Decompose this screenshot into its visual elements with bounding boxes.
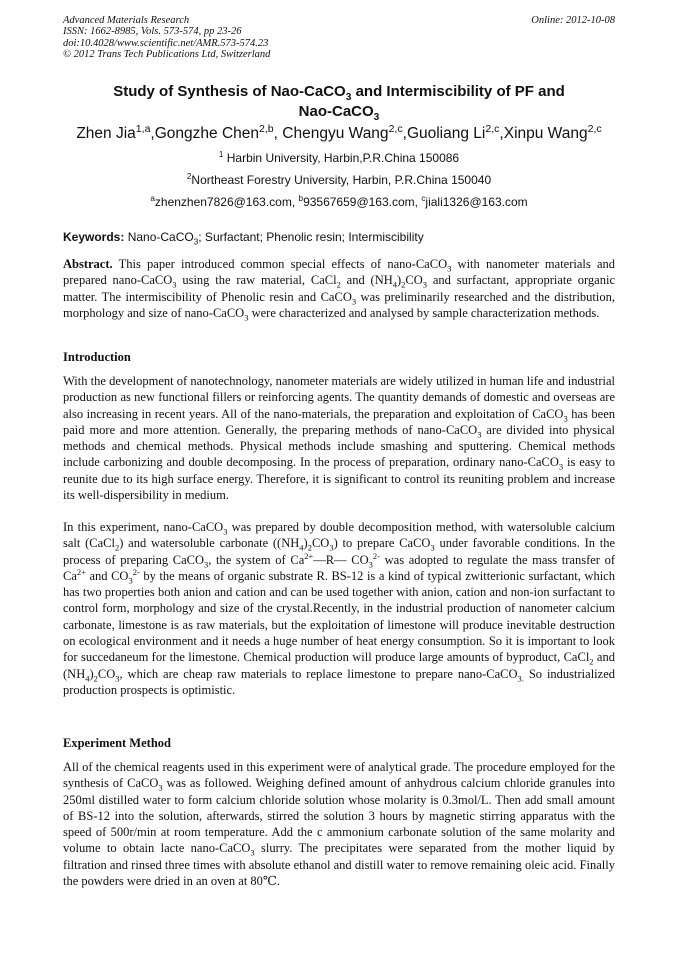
author-emails: $^a$zhenzhen7826@163.com, $^b$93567659@163.com, $^c$jiali1326@163.com <box>150 194 528 209</box>
keywords-label: Keywords: <box>63 230 125 244</box>
section-heading-experiment-method: Experiment Method <box>63 736 171 750</box>
author-list: Zhen Jia$^{1,a}$,Gongzhe Chen$^{2,b}$, Chengyu Wang$^{2,c}$,Guoliang Li$^{2,c}$,Xinpu Wang$^{2,c}$ <box>76 122 602 142</box>
email-link[interactable]: zhenzhen7826@163.com, <box>154 195 299 209</box>
copyright-line: © 2012 Trans Tech Publications Ltd, Switzerland <box>63 48 271 60</box>
keywords: Keywords: Nano-CaCO$_3$; Surfactant; Phenolic resin; Intermiscibility <box>63 230 424 247</box>
intro-paragraph-2: In this experiment, nano-CaCO$_3$ was prepared by double decomposition method, with watersoluble calcium salt (CaCl$_2$) and watersoluble carbonate $((NH_4)_2CO_3)$ to prepare CaCO$_3$ under favorable conditions. In the process of preparing CaCO$_3$, the system of $Ca^{2+}—R—$ $CO_3^{2-}$ was adopted to regulate the mass transfer of $Ca^{2+}$ and $CO_3^{2-}$ by the means of organic substrate R. BS-12 is a kind of typical zwitterionic surfactant, which has two properties both anion and cation and can be used together with anion, cation and non-ion surfactant to control form, morphology and size of the crystal.Recently, in the industrial production of nanometer calcium carbonate, limestone is as raw materials, but the exploitation of limestone will produce inevitable destruction on ecological environment and it needs a huge number of heat energy consumption. So it is important to look for succedaneum for the limestone. Chemical production will produce large amounts of byproduct, CaCl$_2$ and $(NH_4)_2CO_3$, which are cheap raw materials to replace limestone to prepare nano-CaCO$_{3.}$ So industrialized production prospects is optimistic. <box>63 520 616 697</box>
section-heading-introduction: Introduction <box>63 350 131 364</box>
affiliation-1: $^1$ Harbin University, Harbin,P.R.China 150086 <box>218 150 460 165</box>
author-name: Gongzhe Chen <box>154 125 260 142</box>
author-name: Chengyu Wang <box>282 125 389 142</box>
email-link[interactable]: jiali1326@163.com <box>425 195 528 209</box>
paper-title: Study of Synthesis of Nao-CaCO$_3$ and Intermiscibility of PF and Nao-CaCO$_3$ <box>113 83 565 123</box>
doi-line: doi:10.4028/www.scientific.net/AMR.573-574.23 <box>63 37 269 49</box>
online-date: Online: 2012-10-08 <box>531 15 615 26</box>
author-name: Zhen Jia <box>76 125 136 142</box>
journal-name: Advanced Materials Research <box>63 15 190 26</box>
affiliation-2: $^2$Northeast Forestry University, Harbin, P.R.China 150040 <box>186 172 492 187</box>
intro-paragraph-1: With the development of nanotechnology, nanometer materials are widely utilized in human life and industrial production as new functional fillers or reinforcing agents. The quantity demands of domestic and overseas are also increasing in recent years. All of the nano-materials, the preparation and exploitation of CaCO$_3$ has been paid more and more attention. Generally, the preparing methods of nano-CaCO$_3$ are divided into physical methods and chemical methods. Physical methods include smashing and sputtering. Chemical methods include carbonizing and double decomposing. In the process of preparation, ordinary nano-CaCO$_3$ is easy to reunite due to its high surface energy. Therefore, it is significant to control its reuniting problem and increase its well-dispersibility in medium. <box>63 374 615 503</box>
abstract-paragraph: Abstract. This paper introduced common special effects of nano-CaCO$_3$ with nanometer materials and prepared nano-CaCO$_3$ using the raw material, CaCl$_2$ and $(NH_4)_2CO_3$ and surfactant, appropriate organic matter. The intermiscibility of Phenolic resin and CaCO$_3$ was preliminarily researched and the distribution, morphology and size of nano-CaCO$_3$ were characterized and analysed by sample characterization methods. <box>63 257 616 323</box>
email-link[interactable]: 93567659@163.com, <box>303 195 422 209</box>
abstract-label: Abstract. <box>63 257 113 271</box>
author-name: Xinpu Wang <box>503 125 588 142</box>
issn-line: ISSN: 1662-8985, Vols. 573-574, pp 23-26 <box>63 26 242 38</box>
author-name: Guoliang Li <box>406 125 486 142</box>
running-header <box>63 15 270 60</box>
method-paragraph-1: All of the chemical reagents used in this experiment were of analytical grade. The procedure employed for the synthesis of CaCO$_3$ was as followed. Weighing defined amount of anhydrous calcium chloride granules into 250ml distilled water to form calcium chloride solution whose molarity is 0.3mol/L. Then add small amount of BS-12 into the solution, afterwards, stirred the solution 3 hours by magnetic stirring apparatus with the speed of 500r/min at room temperature. Add the c ammonium carbonate solution of the same molarity and volume to obtain lacte nano-CaCO$_3$ slurry. The precipitates were separated from the mother liquid by filtration and rinsed three times with absolute ethanol and distill water to remove remaining oleic acid. Finally the powders were dried in an oven at 80℃. <box>63 760 616 889</box>
